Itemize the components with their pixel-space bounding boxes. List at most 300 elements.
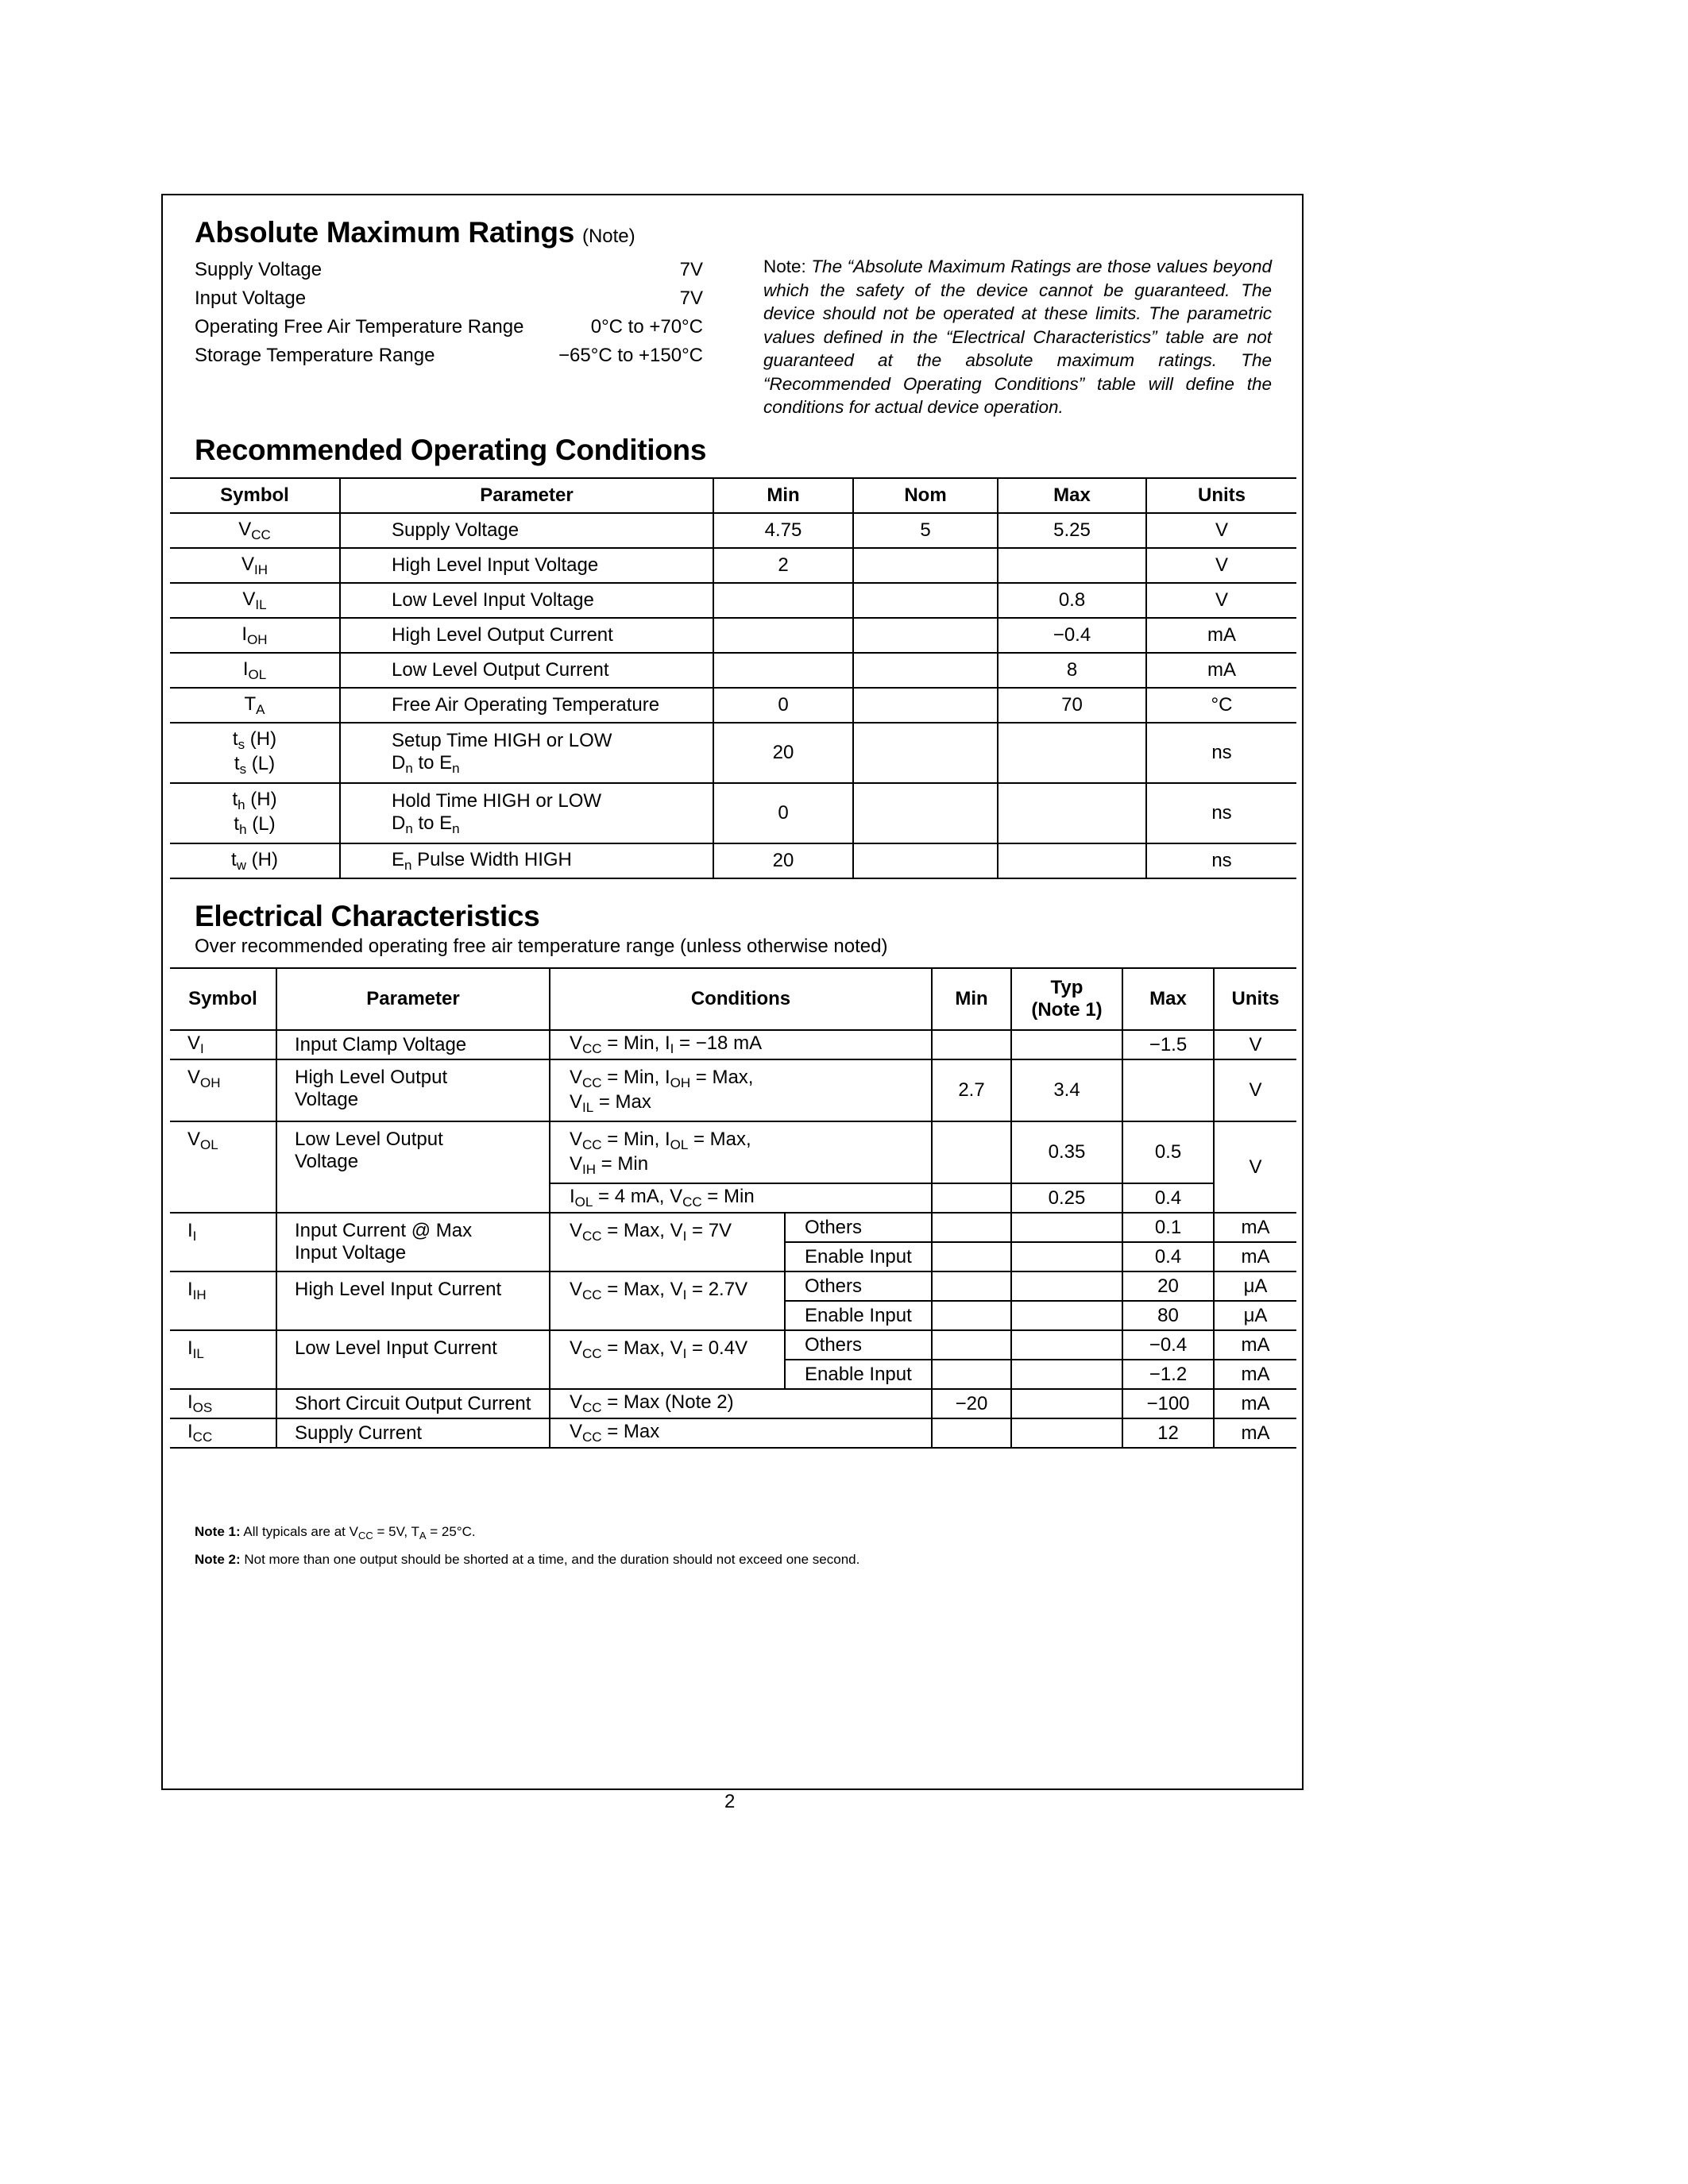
cond-cell: [550, 1213, 785, 1271]
units-cell: V: [1214, 1121, 1296, 1213]
min-cell: [713, 618, 853, 653]
roc-header: Parameter: [340, 478, 713, 513]
symbol-text: I: [241, 623, 248, 645]
symbol-line: [176, 728, 333, 753]
param-sub: n: [404, 857, 412, 873]
param-cell: Free Air Operating Temperature: [340, 688, 713, 723]
param-line: [392, 812, 706, 837]
footnote-label: Note 2:: [195, 1552, 241, 1567]
footnote-2: [195, 1548, 859, 1572]
nom-cell: [853, 688, 998, 723]
param-line: Input Voltage: [295, 1242, 407, 1264]
units-cell: μA: [1214, 1301, 1296, 1330]
cond-text: = Min: [701, 1186, 755, 1207]
table-row: [170, 1271, 1296, 1301]
param-cell: Low Level Output Current: [340, 653, 713, 688]
cond-text: V: [570, 1421, 583, 1442]
max-cell: −100: [1122, 1389, 1214, 1418]
cond-sub: OL: [670, 1137, 689, 1152]
max-cell: 80: [1122, 1301, 1214, 1330]
symbol-cell: [170, 513, 340, 548]
symbol-text: I: [242, 658, 249, 680]
table-row: [170, 723, 1296, 783]
cond-text: V: [570, 1391, 583, 1413]
symbol-suffix: (L): [246, 753, 276, 774]
cond-text: = Max,: [690, 1067, 754, 1088]
units-cell: ns: [1146, 783, 1296, 843]
input-type-cell: Others: [785, 1271, 932, 1301]
cond-cell: [550, 1059, 932, 1121]
table-row: [170, 548, 1296, 583]
units-cell: mA: [1214, 1389, 1296, 1418]
symbol-text: V: [242, 588, 256, 610]
roc-header: Min: [713, 478, 853, 513]
param-cell: [276, 1059, 550, 1121]
typ-cell: [1011, 1213, 1122, 1242]
footnote-sub: CC: [357, 1530, 373, 1542]
param-sub: n: [405, 820, 413, 836]
max-cell: [998, 783, 1146, 843]
param-cell: [276, 1121, 550, 1213]
amr-value: −65°C to +150°C: [558, 345, 703, 366]
max-cell: [1122, 1059, 1214, 1121]
max-cell: [998, 843, 1146, 878]
param-cell: [340, 783, 713, 843]
units-cell: mA: [1214, 1360, 1296, 1389]
min-cell: [713, 653, 853, 688]
cond-text: = Max,: [688, 1129, 751, 1150]
input-type-cell: Others: [785, 1213, 932, 1242]
max-cell: −0.4: [1122, 1330, 1214, 1360]
cond-text: = Max, V: [601, 1220, 683, 1241]
symbol-sub: OL: [200, 1137, 218, 1152]
symbol-cell: [170, 1030, 276, 1059]
symbol-sub: IH: [192, 1287, 207, 1302]
symbol-cell: [170, 1213, 276, 1271]
table-row: [170, 1389, 1296, 1418]
amr-row: [195, 341, 703, 370]
table-row: [170, 618, 1296, 653]
cond-text: = 4 mA, V: [593, 1186, 683, 1207]
units-cell: ns: [1146, 843, 1296, 878]
units-cell: mA: [1146, 653, 1296, 688]
cond-text: = Min: [596, 1153, 649, 1175]
symbol-suffix: (H): [245, 728, 277, 750]
symbol-text: t: [231, 848, 237, 870]
typ-cell: [1011, 1360, 1122, 1389]
min-cell: 2: [713, 548, 853, 583]
cond-text: = Min, I: [601, 1129, 670, 1150]
ec-header: Min: [932, 968, 1011, 1030]
table-row: [170, 1418, 1296, 1448]
units-cell: V: [1146, 583, 1296, 618]
typ-cell: [1011, 1271, 1122, 1301]
amr-label: Operating Free Air Temperature Range: [195, 316, 524, 338]
roc-header: Units: [1146, 478, 1296, 513]
cond-text: V: [570, 1129, 583, 1150]
symbol-cell: [170, 783, 340, 843]
ec-header: Units: [1214, 968, 1296, 1030]
max-cell: 0.5: [1122, 1121, 1214, 1183]
cond-text: = −18 mA: [674, 1032, 763, 1054]
symbol-cell: [170, 1418, 276, 1448]
cond-text: = Max, V: [601, 1279, 683, 1300]
param-line: Voltage: [295, 1089, 359, 1110]
input-type-cell: Enable Input: [785, 1360, 932, 1389]
cond-cell: [550, 1183, 932, 1213]
param-line: Hold Time HIGH or LOW: [392, 789, 602, 812]
param-line: [392, 752, 706, 777]
symbol-sub: OL: [248, 666, 267, 682]
param-cell: [340, 843, 713, 878]
units-cell: V: [1146, 513, 1296, 548]
cond-sub: IL: [582, 1100, 594, 1115]
param-cell: High Level Output Current: [340, 618, 713, 653]
cond-sub: I: [682, 1229, 687, 1244]
ec-header-line: (Note 1): [1031, 999, 1103, 1021]
param-text: to E: [412, 812, 453, 834]
max-cell: 70: [998, 688, 1146, 723]
symbol-sub: IL: [255, 596, 267, 612]
symbol-text: V: [241, 553, 254, 575]
ec-header-line: Typ: [1050, 977, 1083, 998]
cond-text: = Min, I: [601, 1032, 670, 1054]
cond-text: V: [570, 1153, 583, 1175]
param-cell: Low Level Input Voltage: [340, 583, 713, 618]
table-row: [170, 1030, 1296, 1059]
roc-title: Recommended Operating Conditions: [195, 434, 707, 466]
cond-text: V: [570, 1337, 583, 1359]
symbol-cell: [170, 1330, 276, 1389]
amr-note-prefix: Note:: [763, 257, 806, 276]
symbol-line: [176, 813, 333, 838]
amr-label: Supply Voltage: [195, 259, 323, 280]
input-type-cell: Enable Input: [785, 1242, 932, 1271]
param-text: E: [392, 848, 405, 870]
cond-sub: OH: [670, 1075, 691, 1090]
cond-text: V: [570, 1032, 583, 1054]
amr-note-text: The “Absolute Maximum Ratings are those values beyond which the safety of the device cannot be guaranteed. The device should not be operated at these limits. The parametric values defined in the “Electrical Characteristics” table are not guaranteed at the absolute maximum ratings. The “Recommended Operating Conditions” table will define the conditions for actual device operation.: [763, 257, 1272, 417]
ec-header: Symbol: [170, 968, 276, 1030]
symbol-sub: CC: [192, 1430, 213, 1445]
symbol-text: T: [244, 693, 257, 715]
symbol-cell: [170, 1271, 276, 1330]
param-cell: Low Level Input Current: [276, 1330, 550, 1389]
min-cell: [932, 1183, 1011, 1213]
cond-cell: [550, 1418, 932, 1448]
min-cell: [932, 1242, 1011, 1271]
symbol-cell: [170, 1059, 276, 1121]
symbol-sub: I: [200, 1041, 204, 1056]
max-cell: 0.1: [1122, 1213, 1214, 1242]
cond-text: I: [570, 1186, 575, 1207]
symbol-cell: [170, 1121, 276, 1213]
param-cell: [276, 1213, 550, 1271]
units-cell: μA: [1214, 1271, 1296, 1301]
cond-sub: I: [682, 1287, 687, 1302]
typ-cell: 3.4: [1011, 1059, 1122, 1121]
cond-text: = Max, V: [601, 1337, 683, 1359]
max-cell: 20: [1122, 1271, 1214, 1301]
symbol-suffix: (H): [245, 789, 277, 810]
units-cell: °C: [1146, 688, 1296, 723]
max-cell: 0.8: [998, 583, 1146, 618]
cond-sub: CC: [682, 1194, 702, 1210]
roc-table: [170, 477, 1296, 879]
page-number: 2: [724, 1791, 736, 1812]
cond-cell: [550, 1121, 932, 1183]
symbol-line: [176, 789, 333, 813]
max-cell: −1.5: [1122, 1030, 1214, 1059]
symbol-text: t: [232, 789, 238, 810]
cond-cell: [550, 1030, 932, 1059]
roc-header-row: [170, 478, 1296, 513]
nom-cell: [853, 548, 998, 583]
symbol-text: V: [187, 1067, 201, 1088]
amr-note: [763, 255, 1272, 419]
ec-title: Electrical Characteristics: [195, 900, 540, 932]
param-text: Pulse Width HIGH: [411, 848, 572, 870]
units-cell: V: [1214, 1059, 1296, 1121]
cond-text: V: [570, 1279, 583, 1300]
footnote-text: All typicals are at V: [240, 1524, 358, 1539]
param-text: D: [392, 751, 406, 774]
min-cell: 0: [713, 688, 853, 723]
cond-sub: IH: [582, 1162, 597, 1177]
ec-header: Parameter: [276, 968, 550, 1030]
min-cell: 2.7: [932, 1059, 1011, 1121]
typ-cell: [1011, 1418, 1122, 1448]
table-row: [170, 583, 1296, 618]
min-cell: [932, 1360, 1011, 1389]
amr-label: Storage Temperature Range: [195, 345, 435, 366]
param-line: High Level Output: [295, 1067, 448, 1088]
amr-row: [195, 284, 703, 313]
roc-header: Nom: [853, 478, 998, 513]
symbol-cell: [170, 618, 340, 653]
cond-sub: CC: [582, 1346, 602, 1361]
symbol-sub: I: [192, 1229, 197, 1244]
symbol-suffix: (H): [245, 848, 278, 870]
cond-sub: OL: [574, 1194, 593, 1210]
input-type-cell: Enable Input: [785, 1301, 932, 1330]
param-line: Low Level Output: [295, 1129, 443, 1150]
min-cell: [932, 1301, 1011, 1330]
units-cell: ns: [1146, 723, 1296, 783]
symbol-sub: OS: [192, 1400, 213, 1415]
max-cell: 5.25: [998, 513, 1146, 548]
param-text: to E: [412, 751, 453, 774]
symbol-sub: s: [238, 737, 245, 752]
ec-subtitle: Over recommended operating free air temperature range (unless otherwise noted): [195, 936, 888, 957]
param-cell: Short Circuit Output Current: [276, 1389, 550, 1418]
amr-title: [195, 216, 635, 249]
min-cell: −20: [932, 1389, 1011, 1418]
amr-title-note: (Note): [581, 226, 635, 247]
cond-sub: CC: [582, 1075, 602, 1090]
amr-value: 0°C to +70°C: [590, 316, 703, 338]
symbol-text: V: [187, 1129, 201, 1150]
typ-cell: 0.25: [1011, 1183, 1122, 1213]
symbol-sub: A: [256, 701, 265, 717]
units-cell: V: [1146, 548, 1296, 583]
units-cell: mA: [1214, 1330, 1296, 1360]
cond-line: [570, 1129, 925, 1153]
max-cell: 12: [1122, 1418, 1214, 1448]
typ-cell: [1011, 1242, 1122, 1271]
min-cell: 4.75: [713, 513, 853, 548]
symbol-cell: [170, 843, 340, 878]
nom-cell: [853, 783, 998, 843]
footnote-text: Not more than one output should be shorted at a time, and the duration should not exceed one second.: [240, 1552, 860, 1567]
units-cell: mA: [1146, 618, 1296, 653]
table-row: [170, 513, 1296, 548]
ec-header: Max: [1122, 968, 1214, 1030]
max-cell: −0.4: [998, 618, 1146, 653]
param-text: D: [392, 812, 406, 834]
min-cell: [932, 1418, 1011, 1448]
typ-cell: [1011, 1301, 1122, 1330]
cond-line: [570, 1153, 925, 1178]
cond-sub: CC: [582, 1229, 602, 1244]
units-cell: mA: [1214, 1242, 1296, 1271]
max-cell: 0.4: [1122, 1183, 1214, 1213]
table-row: [170, 783, 1296, 843]
footnote-sub: A: [419, 1530, 427, 1542]
symbol-text: t: [234, 813, 240, 835]
cond-cell: [550, 1271, 785, 1330]
min-cell: [932, 1121, 1011, 1183]
param-sub: n: [452, 760, 460, 776]
cond-text: = 7V: [686, 1220, 732, 1241]
amr-list: [195, 256, 703, 370]
symbol-sub: IL: [192, 1346, 204, 1361]
symbol-text: I: [187, 1279, 193, 1300]
symbol-sub: w: [236, 857, 246, 873]
param-cell: High Level Input Current: [276, 1271, 550, 1330]
min-cell: [932, 1030, 1011, 1059]
amr-row: [195, 256, 703, 284]
param-line: Voltage: [295, 1151, 359, 1172]
nom-cell: [853, 583, 998, 618]
amr-value: 7V: [679, 259, 703, 280]
param-line: Input Current @ Max: [295, 1220, 473, 1241]
ec-table: [170, 967, 1296, 1449]
min-cell: [932, 1271, 1011, 1301]
ec-header: [1011, 968, 1122, 1030]
max-cell: [998, 548, 1146, 583]
symbol-text: I: [187, 1337, 193, 1359]
symbol-sub: OH: [200, 1075, 221, 1090]
amr-value: 7V: [679, 287, 703, 309]
symbol-text: t: [232, 728, 238, 750]
symbol-text: V: [187, 1032, 201, 1054]
cond-text: V: [570, 1220, 583, 1241]
footnote-text: = 25°C.: [426, 1524, 476, 1539]
table-row: [170, 1059, 1296, 1121]
cond-text: = 2.7V: [686, 1279, 748, 1300]
cond-sub: CC: [582, 1137, 602, 1152]
symbol-sub: h: [239, 822, 247, 837]
symbol-text: t: [234, 753, 240, 774]
param-cell: Supply Voltage: [340, 513, 713, 548]
input-type-cell: Others: [785, 1330, 932, 1360]
min-cell: [932, 1213, 1011, 1242]
units-cell: V: [1214, 1030, 1296, 1059]
symbol-sub: IH: [254, 561, 268, 577]
cond-line: [570, 1067, 925, 1091]
roc-header: Max: [998, 478, 1146, 513]
typ-cell: 0.35: [1011, 1121, 1122, 1183]
cond-text: V: [570, 1091, 583, 1113]
table-row: [170, 688, 1296, 723]
table-row: [170, 1213, 1296, 1242]
symbol-text: I: [187, 1421, 193, 1442]
footnote-text: = 5V, T: [373, 1524, 419, 1539]
roc-header: Symbol: [170, 478, 340, 513]
symbol-line: [176, 753, 333, 778]
symbol-cell: [170, 548, 340, 583]
nom-cell: [853, 618, 998, 653]
table-row: [170, 1330, 1296, 1360]
cond-text: = Max: [593, 1091, 651, 1113]
ec-header-row: [170, 968, 1296, 1030]
cond-cell: [550, 1330, 785, 1389]
min-cell: 20: [713, 843, 853, 878]
param-cell: [340, 723, 713, 783]
typ-cell: [1011, 1389, 1122, 1418]
param-cell: Input Clamp Voltage: [276, 1030, 550, 1059]
cond-cell: [550, 1389, 932, 1418]
cond-sub: I: [670, 1041, 674, 1056]
cond-text: = Max (Note 2): [601, 1391, 734, 1413]
table-row: [170, 1121, 1296, 1183]
nom-cell: [853, 723, 998, 783]
symbol-cell: [170, 653, 340, 688]
cond-sub: CC: [582, 1400, 602, 1415]
footnote-label: Note 1:: [195, 1524, 241, 1539]
footnotes: [195, 1520, 859, 1572]
symbol-sub: s: [239, 762, 247, 777]
ec-header: Conditions: [550, 968, 932, 1030]
max-cell: [998, 723, 1146, 783]
nom-cell: 5: [853, 513, 998, 548]
nom-cell: [853, 843, 998, 878]
symbol-sub: CC: [251, 527, 271, 542]
cond-sub: I: [682, 1346, 687, 1361]
cond-sub: CC: [582, 1287, 602, 1302]
param-cell: High Level Input Voltage: [340, 548, 713, 583]
min-cell: [932, 1330, 1011, 1360]
datasheet-frame: [161, 194, 1304, 1790]
table-row: [170, 843, 1296, 878]
max-cell: 8: [998, 653, 1146, 688]
cond-line: [570, 1091, 925, 1116]
param-sub: n: [452, 820, 460, 836]
symbol-text: I: [187, 1391, 193, 1413]
footnote-1: [195, 1520, 859, 1548]
symbol-sub: h: [238, 797, 245, 812]
typ-cell: [1011, 1030, 1122, 1059]
table-row: [170, 653, 1296, 688]
symbol-cell: [170, 688, 340, 723]
symbol-text: I: [187, 1220, 193, 1241]
amr-row: [195, 313, 703, 341]
symbol-text: V: [238, 518, 252, 540]
symbol-cell: [170, 723, 340, 783]
cond-sub: CC: [582, 1041, 602, 1056]
amr-title-text: Absolute Maximum Ratings: [195, 216, 574, 249]
